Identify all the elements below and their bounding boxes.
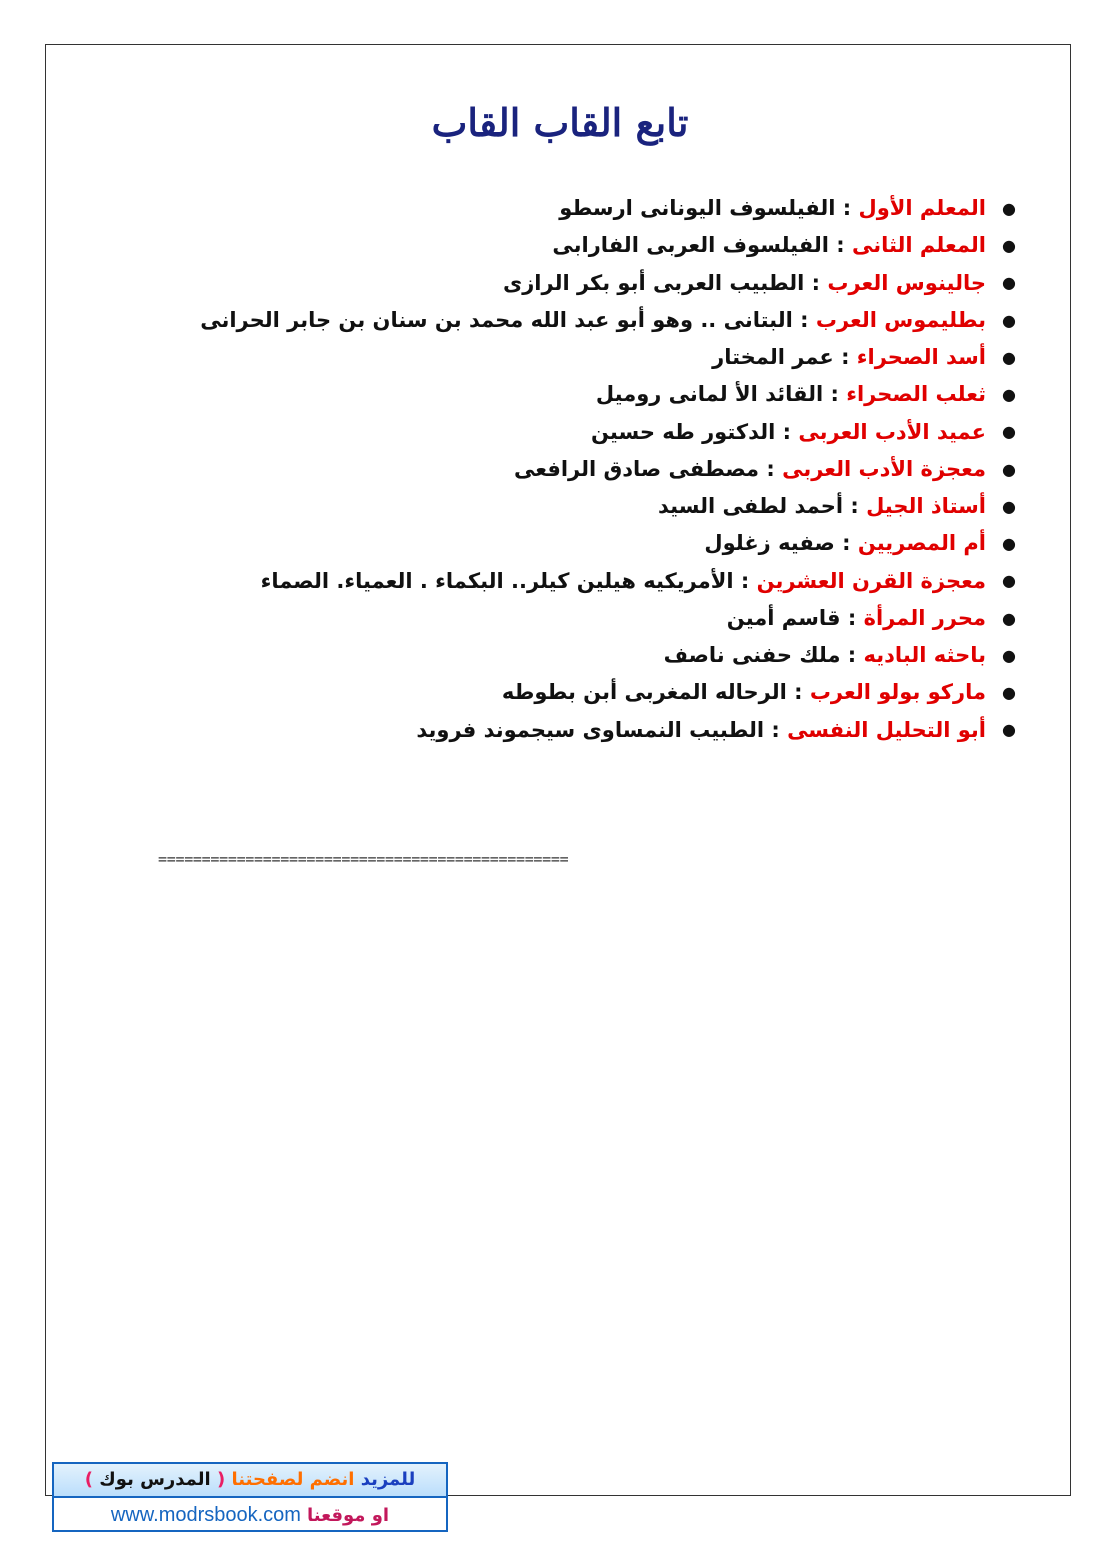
item-desc: مصطفى صادق الرافعى — [513, 456, 760, 481]
promo-banner[interactable] — [52, 1462, 448, 1532]
item-separator: : — [833, 345, 857, 369]
item-term: معجزة القرن العشرين — [756, 568, 986, 593]
banner-page-name: المدرس بوك — [99, 1469, 211, 1490]
banner-url-link[interactable]: www.modrsbook.com — [110, 1504, 301, 1526]
item-term: أستاذ الجيل — [866, 494, 986, 518]
list-item — [156, 376, 1016, 413]
bullet-icon: ● — [1002, 422, 1016, 442]
list-item — [156, 674, 1016, 711]
item-separator: : — [843, 494, 867, 518]
divider-line: =============================================== — [158, 850, 569, 868]
item-separator: : — [835, 196, 859, 220]
item-term: المعلم الثانى — [851, 233, 986, 258]
list-item — [156, 265, 1016, 302]
item-separator: : — [823, 382, 847, 407]
bullet-icon: ● — [1002, 496, 1016, 516]
item-term: أم المصريين — [857, 531, 986, 556]
item-desc: صفيه زغلول — [704, 531, 835, 556]
list-item — [156, 525, 1016, 562]
bullet-icon: ● — [1002, 683, 1016, 702]
titles-list — [156, 190, 1016, 749]
item-separator: : — [840, 605, 864, 630]
list-item — [156, 488, 1016, 525]
list-item — [156, 190, 1016, 227]
item-term: معجزة الأدب العربى — [782, 456, 986, 481]
list-item — [156, 414, 1016, 451]
bullet-icon: ● — [1002, 571, 1016, 591]
list-item — [156, 302, 1016, 339]
item-desc: الأمريكيه هيلين كيلر.. البكماء . العمياء. الصماء — [260, 568, 734, 593]
item-desc: أحمد لطفى السيد — [658, 494, 844, 518]
list-item — [156, 339, 1016, 376]
item-separator: : — [733, 568, 757, 593]
banner-paren-close: ) — [84, 1469, 93, 1490]
item-desc: الفيلسوف اليونانى ارسطو — [559, 196, 836, 220]
item-desc: القائد الأ لمانى روميل — [595, 382, 824, 407]
bullet-icon: ● — [1002, 645, 1016, 665]
bullet-icon: ● — [1002, 720, 1016, 740]
item-term: أسد الصحراء — [856, 345, 986, 369]
item-term: ثعلب الصحراء — [846, 382, 986, 407]
banner-paren-open: ( — [216, 1469, 226, 1490]
item-desc: الطبيب العربى أبو بكر الرازى — [502, 270, 805, 295]
list-item — [156, 227, 1016, 264]
list-item — [156, 600, 1016, 637]
item-separator: : — [775, 419, 799, 444]
item-term: أبو التحليل النفسى — [787, 717, 986, 742]
list-item — [156, 451, 1016, 488]
item-desc: الدكتور طه حسين — [590, 419, 776, 444]
item-desc: عمر المختار — [712, 345, 834, 369]
item-term: جالينوس العرب — [827, 270, 986, 295]
bullet-icon: ● — [1002, 198, 1016, 218]
item-desc: قاسم أمين — [726, 605, 841, 630]
banner-more-text: للمزيد — [360, 1469, 416, 1490]
bullet-icon: ● — [1002, 534, 1016, 553]
item-term: بطليموس العرب — [815, 307, 986, 332]
item-separator: : — [834, 531, 858, 556]
item-desc: ملك حفنى ناصف — [663, 643, 841, 667]
item-desc: الرحاله المغربى أبن بطوطه — [501, 680, 787, 705]
item-desc: الطبيب النمساوى سيجموند فرويد — [416, 717, 765, 742]
list-item — [156, 712, 1016, 749]
banner-join-text: انضم لصفحتنا — [231, 1469, 355, 1490]
page-title: تابع القاب القاب — [431, 100, 689, 145]
item-term: ماركو بولو العرب — [809, 680, 986, 705]
item-term: عميد الأدب العربى — [798, 419, 986, 444]
bullet-icon: ● — [1002, 347, 1016, 367]
item-separator: : — [759, 456, 783, 481]
bullet-icon: ● — [1002, 608, 1016, 628]
list-item — [156, 637, 1016, 674]
bullet-icon: ● — [1002, 385, 1016, 404]
banner-top-row — [54, 1464, 446, 1496]
list-item — [156, 563, 1016, 600]
banner-site-prefix: او موقعنا — [306, 1505, 390, 1526]
item-separator: : — [786, 680, 810, 705]
bullet-icon: ● — [1002, 310, 1016, 330]
bullet-icon: ● — [1002, 273, 1016, 293]
item-term: محرر المرأة — [863, 605, 986, 630]
item-separator: : — [828, 233, 852, 258]
bullet-icon: ● — [1002, 236, 1016, 255]
item-term: باحثه الباديه — [863, 643, 986, 667]
item-term: المعلم الأول — [858, 196, 986, 220]
item-desc: البتانى .. وهو أبو عبد الله محمد بن سنان بن جابر الحرانى — [200, 307, 793, 332]
item-separator: : — [804, 270, 828, 295]
item-separator: : — [792, 307, 816, 332]
item-separator: : — [764, 717, 788, 742]
bullet-icon: ● — [1002, 459, 1016, 479]
item-separator: : — [840, 643, 864, 667]
banner-bottom-row — [54, 1496, 446, 1532]
item-desc: الفيلسوف العربى الفارابى — [552, 233, 829, 258]
